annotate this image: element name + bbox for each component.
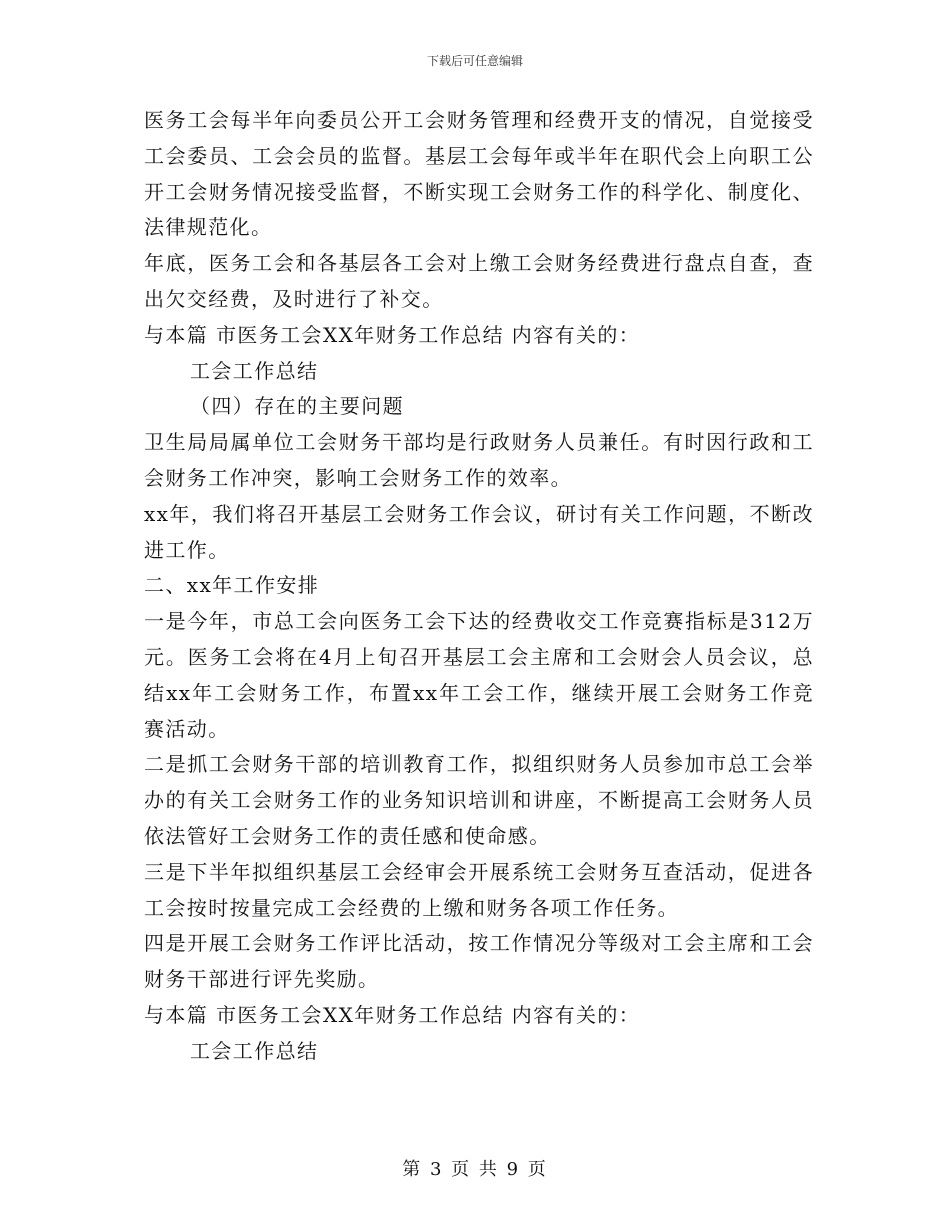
paragraph-4: xx年，我们将召开基层工会财务工作会议，研讨有关工作问题，不断改进工作。 [144,501,814,562]
paragraph-3: 卫生局局属单位工会财务干部均是行政财务人员兼任。有时因行政和工会财务工作冲突，影响工会财务工作的效率。 [144,430,814,490]
paragraph-2: 年底，医务工会和各基层各工会对上缴工会财务经费进行盘点自查，查出欠交经费，及时进行了补交。 [144,251,814,311]
related-link-1[interactable]: 工会工作总结 [190,358,319,383]
section-heading-problems: （四）存在的主要问题 [190,394,404,419]
paragraph-8: 四是开展工会财务工作评比活动，按工作情况分等级对工会主席和工会财务干部进行评先奖励。 [144,931,814,992]
page-header: 下载后可任意编辑 [426,54,523,68]
related-link-2[interactable]: 工会工作总结 [190,1038,319,1063]
section-heading-plan: 二、xx年工作安排 [144,573,320,598]
paragraph-6: 二是抓工会财务干部的培训教育工作，拟组织财务人员参加市总工会举办的有关工会财务工作的业务知识培训和讲座，不断提高工会财务人员依法管好工会财务工作的责任感和使命感。 [144,752,814,848]
document-body [144,103,814,1070]
related-heading-2: 与本篇 市医务工会XX年财务工作总结 内容有关的： [144,1002,641,1027]
related-heading-1: 与本篇 市医务工会XX年财务工作总结 内容有关的： [144,322,641,347]
paragraph-5: 一是今年，市总工会向医务工会下达的经费收交工作竞赛指标是312万元。医务工会将在4月上旬召开基层工会主席和工会财会人员会议，总结xx年工会财务工作，布置xx年工会工作，继续开展工会财务工作竞赛活动。 [144,609,814,741]
page-number: 第 3 页 共 9 页 [402,1159,548,1180]
paragraph-1: 医务工会每半年向委员公开工会财务管理和经费开支的情况，自觉接受工会委员、工会会员的监督。基层工会每年或半年在职代会上向职工公开工会财务情况接受监督，不断实现工会财务工作的科学化、制度化、法律规范化。 [144,108,814,240]
paragraph-7: 三是下半年拟组织基层工会经审会开展系统工会财务互查活动，促进各工会按时按量完成工会经费的上缴和财务各项工作任务。 [144,859,814,920]
